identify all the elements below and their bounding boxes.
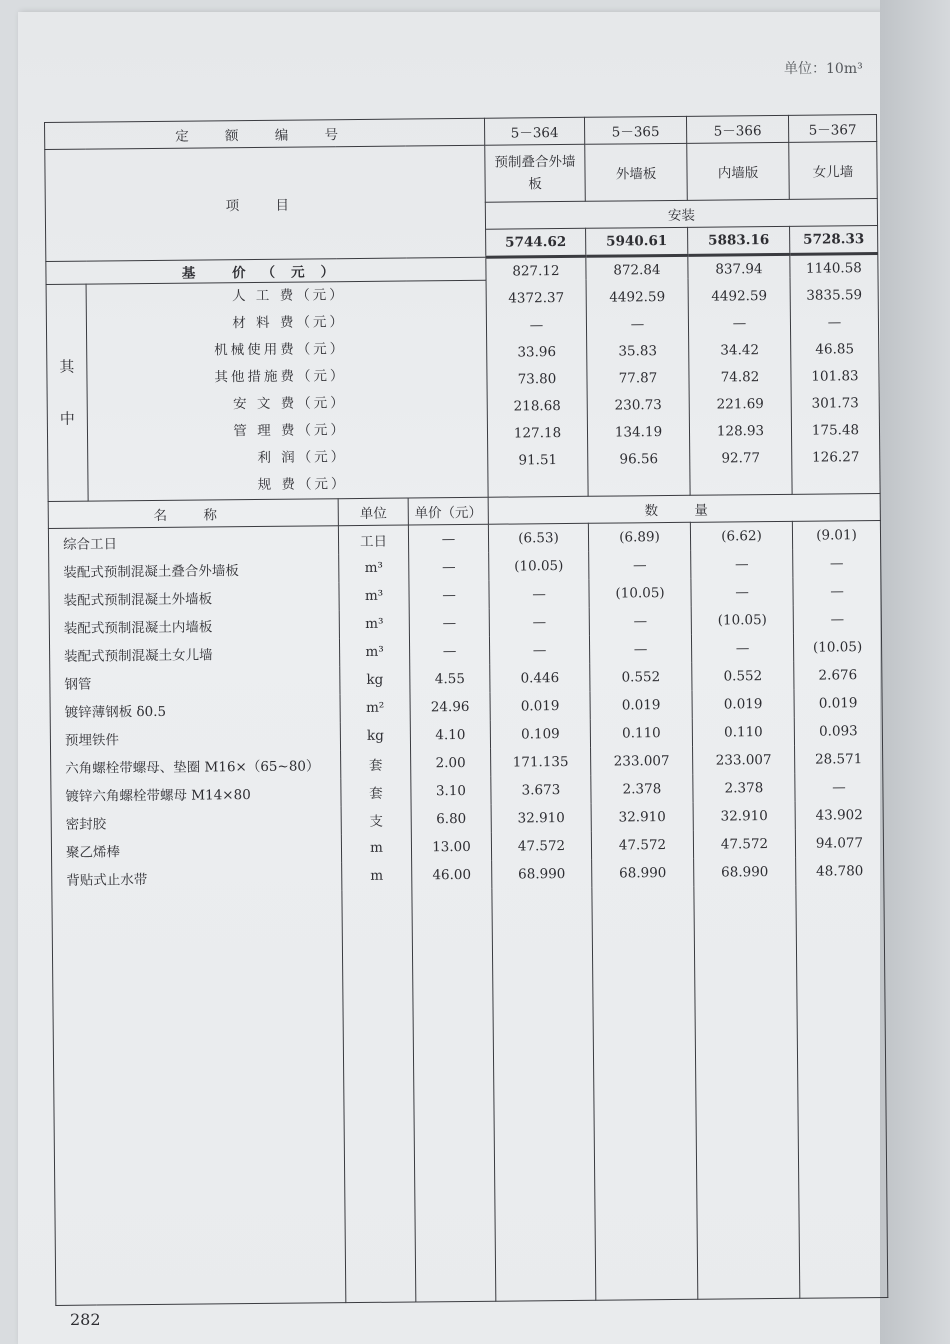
- fee-value: 127.18: [513, 425, 562, 442]
- fee-value: 101.83: [811, 368, 859, 385]
- material-name: 综合工日: [48, 526, 338, 557]
- material-price: 6.80: [411, 805, 491, 834]
- fee-column: [486, 256, 588, 497]
- material-unit: m³: [339, 610, 409, 639]
- material-name: 镀锌薄钢板 δ0.5: [50, 694, 340, 725]
- material-price: 46.00: [412, 861, 492, 890]
- material-qty: (6.62): [690, 521, 792, 550]
- material-unit: 支: [341, 806, 411, 835]
- unit-column-header: 单位: [338, 498, 408, 526]
- material-unit: 套: [341, 778, 411, 807]
- material-qty: 0.093: [794, 717, 882, 746]
- fee-label: 其他措施费（元）: [214, 368, 347, 386]
- material-price: 13.00: [411, 833, 491, 862]
- material-qty: —: [489, 580, 589, 609]
- fee-value: 3835.59: [806, 287, 863, 304]
- material-unit: 工日: [338, 525, 408, 554]
- material-qty: —: [489, 636, 589, 665]
- material-name: 装配式预制混凝土外墙板: [49, 582, 339, 613]
- material-price: —: [409, 637, 489, 666]
- material-qty: —: [691, 634, 793, 663]
- fee-value: 134.19: [614, 424, 663, 441]
- material-qty: 32.910: [693, 802, 795, 831]
- fee-label-column: [86, 280, 488, 501]
- material-price: —: [409, 609, 489, 638]
- material-qty: 0.109: [490, 720, 590, 749]
- fee-value: 128.93: [716, 423, 765, 440]
- item-label: 项 目: [45, 145, 486, 261]
- material-price: 4.10: [410, 721, 490, 750]
- material-unit: m²: [340, 694, 410, 723]
- fee-label: 利 润（元）: [257, 449, 348, 466]
- fee-column: [688, 254, 792, 495]
- fee-value: 827.12: [512, 263, 560, 280]
- material-qty: 233.007: [693, 746, 795, 775]
- material-qty: 0.019: [794, 689, 882, 718]
- fee-value: 74.82: [720, 369, 760, 386]
- material-qty: 47.572: [591, 831, 693, 860]
- material-price: 24.96: [410, 693, 490, 722]
- material-qty: —: [793, 577, 881, 606]
- material-qty: 2.378: [693, 774, 795, 803]
- blank-cell: [592, 887, 698, 1300]
- material-qty: 0.552: [692, 662, 794, 691]
- material-qty: (10.05): [793, 633, 881, 662]
- fee-value: 218.68: [513, 398, 561, 415]
- material-price: —: [409, 581, 489, 610]
- fee-label: 机械使用费（元）: [214, 341, 347, 359]
- code-cell: 5－364: [484, 117, 584, 145]
- blank-cell: [694, 886, 800, 1299]
- material-qty: 43.902: [795, 801, 883, 830]
- item-name-cell: 预制叠合外墙板: [485, 144, 586, 202]
- material-name: 装配式预制混凝土内墙板: [49, 610, 339, 641]
- material-qty: 32.910: [591, 803, 693, 832]
- item-name-cell: 外墙板: [585, 143, 688, 201]
- name-column-header: 名 称: [48, 499, 338, 529]
- code-cell: 5－366: [686, 115, 788, 143]
- material-price: —: [408, 524, 488, 553]
- blank-cell: [52, 890, 346, 1305]
- material-qty: 0.019: [590, 691, 692, 720]
- fee-column: [790, 254, 880, 495]
- material-name: 装配式预制混凝土叠合外墙板: [49, 554, 339, 585]
- fee-label: 规 费（元）: [257, 476, 348, 493]
- material-name: 聚乙烯棒: [51, 834, 341, 865]
- fee-value: —: [529, 317, 544, 334]
- material-qty: —: [589, 551, 691, 580]
- price-column-header: 单价（元）: [408, 497, 488, 525]
- material-qty: 68.990: [492, 860, 592, 889]
- material-qty: 171.135: [491, 748, 591, 777]
- blank-cell: [796, 885, 888, 1298]
- material-rows: [48, 520, 887, 1305]
- base-price-label: 基 价（元）: [46, 257, 486, 284]
- material-qty: —: [793, 549, 881, 578]
- install-label: 安装: [485, 199, 877, 230]
- material-qty: 0.110: [692, 718, 794, 747]
- fee-value: 73.80: [517, 371, 557, 388]
- material-qty: 233.007: [591, 747, 693, 776]
- material-qty: 0.552: [590, 663, 692, 692]
- fee-value: 301.73: [811, 395, 859, 412]
- quantity-column-header: 数 量: [488, 493, 880, 524]
- material-name: 装配式预制混凝土女儿墙: [49, 638, 339, 669]
- material-qty: 32.910: [491, 804, 591, 833]
- material-qty: —: [691, 550, 793, 579]
- fee-value: —: [630, 316, 645, 333]
- page-number: 282: [70, 1310, 101, 1329]
- material-unit: 套: [341, 750, 411, 779]
- unit-label: 单位：10m³: [784, 61, 863, 77]
- material-unit: m: [342, 862, 412, 891]
- fee-value: 92.77: [721, 450, 761, 467]
- material-name: 镀锌六角螺栓带螺母 M14×80: [51, 778, 341, 809]
- fee-value: 837.94: [715, 261, 763, 278]
- material-qty: —: [489, 608, 589, 637]
- material-qty: (10.05): [589, 579, 691, 608]
- fee-label: 人 工 费（元）: [232, 287, 346, 305]
- material-price: —: [409, 553, 489, 582]
- material-name: 钢管: [50, 666, 340, 697]
- material-qty: 0.019: [692, 690, 794, 719]
- material-name: 密封胶: [51, 806, 341, 837]
- fee-value: —: [732, 315, 747, 332]
- base-price-cell: 5744.62: [486, 228, 586, 257]
- material-qty: 47.572: [491, 832, 591, 861]
- material-qty: 48.780: [796, 857, 884, 886]
- fee-value: —: [827, 314, 842, 331]
- material-name: 六角螺栓带螺母、垫圈 M16×（65~80）: [51, 750, 341, 781]
- material-unit: kg: [340, 722, 410, 751]
- code-cell: 5－367: [788, 115, 876, 143]
- material-qty: (10.05): [489, 552, 589, 581]
- material-qty: 0.110: [590, 719, 692, 748]
- material-qty: 3.673: [491, 776, 591, 805]
- material-qty: —: [589, 635, 691, 664]
- next-page-edge: [880, 0, 950, 1344]
- fee-label: 管 理 费（元）: [233, 422, 348, 440]
- fee-value: 872.84: [613, 262, 661, 279]
- material-qty: —: [795, 773, 883, 802]
- fee-value: 34.42: [720, 342, 760, 359]
- material-qty: (6.89): [588, 522, 690, 551]
- material-unit: kg: [340, 666, 410, 695]
- fee-value: 46.85: [815, 341, 855, 358]
- material-price: 3.10: [411, 777, 491, 806]
- material-qty: 68.990: [592, 859, 694, 888]
- material-name: 预埋铁件: [50, 722, 340, 753]
- material-qty: 28.571: [795, 745, 883, 774]
- fee-label: 安 文 费（元）: [233, 395, 347, 413]
- material-price: 2.00: [411, 749, 491, 778]
- material-qty: 0.446: [490, 664, 590, 693]
- material-qty: (10.05): [691, 606, 793, 635]
- material-unit: m³: [339, 582, 409, 611]
- material-qty: 47.572: [693, 830, 795, 859]
- material-qty: (6.53): [488, 523, 588, 552]
- blank-cell: [342, 890, 416, 1303]
- code-cell: 5－365: [584, 116, 686, 144]
- in-which-label: 其 中: [46, 284, 88, 501]
- base-price-cell: 5728.33: [790, 226, 878, 255]
- material-qty: —: [691, 578, 793, 607]
- fee-value: 1140.58: [805, 260, 862, 277]
- fee-value: 175.48: [811, 422, 860, 439]
- fee-label: 材 料 费（元）: [232, 314, 347, 332]
- fee-value: 33.96: [517, 344, 557, 361]
- fee-value: 77.87: [618, 370, 658, 387]
- material-unit: m³: [339, 638, 409, 667]
- material-price: 4.55: [410, 665, 490, 694]
- material-qty: 94.077: [795, 829, 883, 858]
- material-unit: m³: [339, 554, 409, 583]
- material-qty: 0.019: [490, 692, 590, 721]
- base-price-cell: 5883.16: [688, 226, 790, 255]
- fee-value: 4492.59: [609, 289, 666, 306]
- material-qty: 2.378: [591, 775, 693, 804]
- material-unit: m: [341, 834, 411, 863]
- fee-column: [586, 255, 690, 496]
- code-label: 定 额 编 号: [45, 118, 485, 149]
- fee-value: 4372.37: [508, 290, 565, 307]
- fee-value: 126.27: [812, 449, 860, 466]
- material-name: 背贴式止水带: [52, 862, 342, 893]
- item-name-cell: 内墙版: [687, 142, 790, 200]
- item-name-cell: 女儿墙: [789, 142, 878, 200]
- fee-value: 4492.59: [711, 288, 768, 305]
- blank-cell: [412, 889, 496, 1302]
- material-qty: 68.990: [694, 858, 796, 887]
- fee-value: 35.83: [618, 343, 658, 360]
- fee-value: 221.69: [716, 396, 764, 413]
- fee-value: 96.56: [619, 451, 659, 468]
- material-qty: (9.01): [792, 520, 880, 549]
- item-name-row: [45, 142, 878, 207]
- base-price-cell: 5940.61: [586, 227, 688, 256]
- material-qty: —: [589, 607, 691, 636]
- material-qty: —: [793, 605, 881, 634]
- fee-value: 91.51: [518, 452, 558, 469]
- fee-value: 230.73: [614, 397, 662, 414]
- material-qty: 2.676: [794, 661, 882, 690]
- quota-table: [44, 114, 888, 1306]
- blank-cell: [492, 888, 596, 1301]
- blank-filler-row: [52, 885, 888, 1305]
